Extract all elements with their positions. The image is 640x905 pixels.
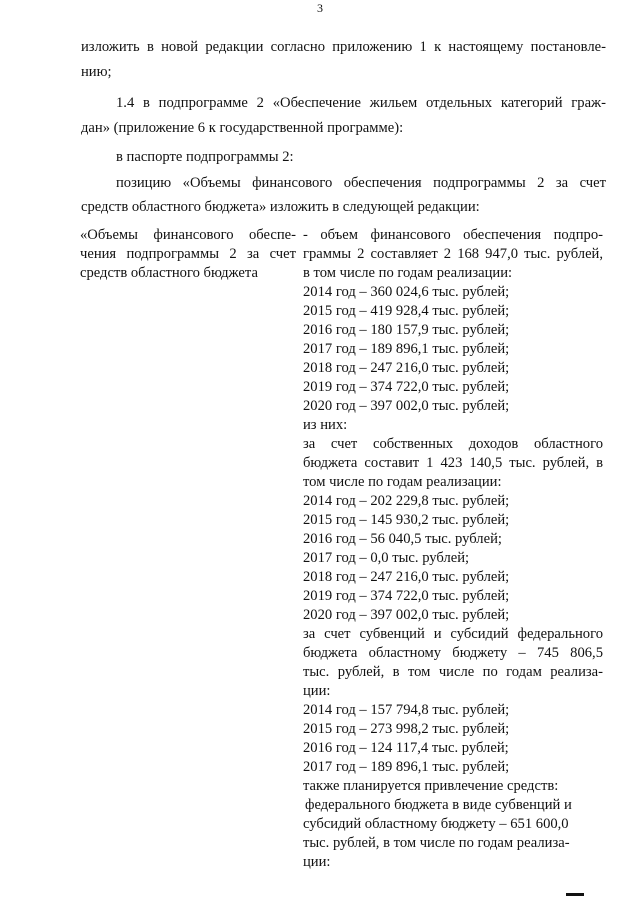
table-value-line: субсидий областному бюджету – 651 600,0 xyxy=(303,816,569,832)
table-value-line: бюджета областному бюджету – 745 806,5 xyxy=(303,645,603,661)
table-value-line: за счет собственных доходов областного xyxy=(303,436,603,452)
table-value-line: 2016 год – 180 157,9 тыс. рублей; xyxy=(303,322,510,338)
table-value-cell xyxy=(303,226,603,872)
table-value-line: 2018 год – 247 216,0 тыс. рублей; xyxy=(303,360,510,376)
table-value-line: том числе по годам реализации: xyxy=(303,474,502,490)
item-1-4-line-2: дан» (приложение 6 к государственной программе): xyxy=(81,120,404,136)
table-value-line: бюджета составит 1 423 140,5 тыс. рублей, в xyxy=(303,455,603,471)
table-value-line: - объем финансового обеспечения подпро- xyxy=(303,227,603,243)
table-value-line: ции: xyxy=(303,683,331,699)
table-value-line: 2018 год – 247 216,0 тыс. рублей; xyxy=(303,569,510,585)
table-value-line: в том числе по годам реализации: xyxy=(303,265,513,281)
table-value-line: 2014 год – 360 024,6 тыс. рублей; xyxy=(303,284,510,300)
position-line-1: позицию «Объемы финансового обеспечения подпрограммы 2 за счет xyxy=(116,175,606,191)
table-value-line: федерального бюджета в виде субвенций и xyxy=(305,797,572,813)
table-label-cell xyxy=(80,226,296,283)
table-value-line: 2015 год – 273 998,2 тыс. рублей; xyxy=(303,721,510,737)
table-value-line: граммы 2 составляет 2 168 947,0 тыс. рублей, xyxy=(303,246,603,262)
scan-mark xyxy=(566,893,584,896)
table-value-line: 2017 год – 0,0 тыс. рублей; xyxy=(303,550,470,566)
table-value-line: 2020 год – 397 002,0 тыс. рублей; xyxy=(303,398,510,414)
table-value-line: 2014 год – 157 794,8 тыс. рублей; xyxy=(303,702,510,718)
passport-line: в паспорте подпрограммы 2: xyxy=(116,149,294,165)
table-value-line: 2015 год – 419 928,4 тыс. рублей; xyxy=(303,303,510,319)
intro-line-2: нию; xyxy=(81,64,112,80)
table-value-line: тыс. рублей, в том числе по годам реализа- xyxy=(303,664,603,680)
table-value-line: 2016 год – 56 040,5 тыс. рублей; xyxy=(303,531,502,547)
table-value-line: 2015 год – 145 930,2 тыс. рублей; xyxy=(303,512,510,528)
page-number: 3 xyxy=(317,1,323,15)
position-line-2: средств областного бюджета» изложить в следующей редакции: xyxy=(81,199,480,215)
table-label-line: средств областного бюджета xyxy=(80,265,258,281)
table-value-line: 2017 год – 189 896,1 тыс. рублей; xyxy=(303,341,510,357)
table-value-line: 2014 год – 202 229,8 тыс. рублей; xyxy=(303,493,510,509)
table-value-line: из них: xyxy=(303,417,348,433)
table-value-line: 2016 год – 124 117,4 тыс. рублей; xyxy=(303,740,509,756)
table-value-line: ции: xyxy=(303,854,331,870)
table-value-line: 2020 год – 397 002,0 тыс. рублей; xyxy=(303,607,510,623)
table-value-line: тыс. рублей, в том числе по годам реализа- xyxy=(303,835,570,851)
table-value-line: 2017 год – 189 896,1 тыс. рублей; xyxy=(303,759,510,775)
table-value-line: также планируется привлечение средств: xyxy=(303,778,559,794)
intro-line-1: изложить в новой редакции согласно приложению 1 к настоящему постановле- xyxy=(81,39,606,55)
table-value-line: 2019 год – 374 722,0 тыс. рублей; xyxy=(303,588,510,604)
table-value-line: за счет субвенций и субсидий федерального xyxy=(303,626,603,642)
table-label-line: «Объемы финансового обеспе- xyxy=(80,227,296,243)
table-value-line: 2019 год – 374 722,0 тыс. рублей; xyxy=(303,379,510,395)
item-1-4-line-1: 1.4 в подпрограмме 2 «Обеспечение жильем отдельных категорий граж- xyxy=(116,95,606,111)
table-label-line: чения подпрограммы 2 за счет xyxy=(80,246,296,262)
